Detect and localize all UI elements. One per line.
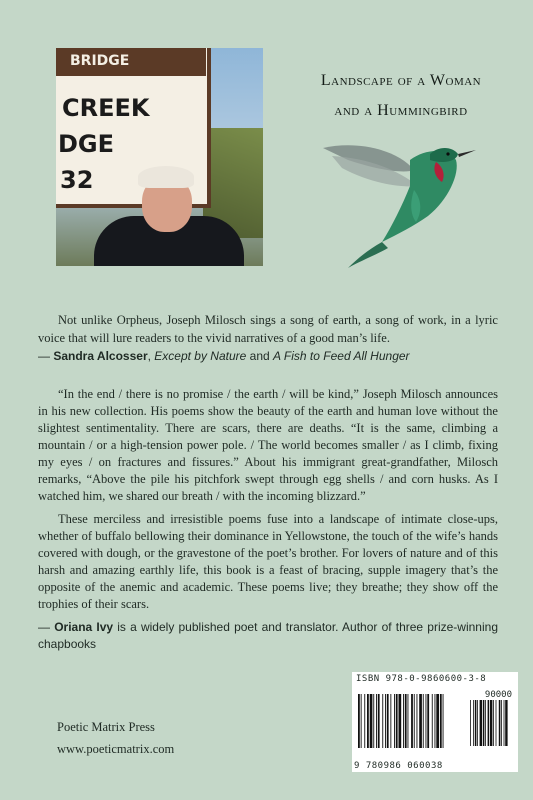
barcode-bar xyxy=(403,694,404,748)
price-bar xyxy=(493,700,494,746)
barcode-bar xyxy=(382,694,383,748)
author-cap xyxy=(138,166,194,188)
barcode-bar xyxy=(370,694,373,748)
price-bar xyxy=(501,700,502,746)
hummingbird-illustration xyxy=(318,130,478,270)
barcode-bar xyxy=(367,694,369,748)
endorsement-1-text: Not unlike Orpheus, Joseph Milosch sings a song of earth, a song of work, in a lyric voice that will lure readers to the vivid narratives of a good man’s life. xyxy=(38,313,498,345)
barcode-bar xyxy=(364,694,365,748)
barcode-bar xyxy=(414,694,415,748)
price-bar xyxy=(475,700,477,746)
barcode-bar xyxy=(396,694,398,748)
publisher-block xyxy=(57,716,174,760)
isbn-digits: 9 780986 060038 xyxy=(354,761,443,771)
attr-book-2: A Fish to Feed All Hunger xyxy=(273,349,410,363)
barcode-bar xyxy=(417,694,418,748)
attr2-name: Oriana Ivy xyxy=(54,620,114,634)
isbn-barcode xyxy=(352,672,518,772)
publisher-name: Poetic Matrix Press xyxy=(57,720,155,734)
barcode-bar xyxy=(436,694,439,748)
attr-name: Sandra Alcosser xyxy=(53,349,148,363)
price-bar xyxy=(490,700,492,746)
title-line-2: and a Hummingbird xyxy=(334,102,468,120)
barcode-bar xyxy=(426,694,427,748)
barcode-bar xyxy=(405,694,407,748)
attr-sep: , xyxy=(147,349,155,363)
sign-text-dge: DGE xyxy=(58,130,115,158)
price-bar xyxy=(473,700,474,746)
bird-eye xyxy=(446,152,449,155)
barcode-bar xyxy=(432,694,433,748)
price-bar xyxy=(499,700,501,746)
endorsement-1-attribution xyxy=(38,347,498,365)
author-photo xyxy=(56,48,263,266)
barcode-bar xyxy=(443,694,444,748)
barcode-bar xyxy=(376,694,377,748)
endorsement-1 xyxy=(38,311,498,365)
attr2-dash: — xyxy=(38,620,55,634)
attr-book-1: Except by Nature xyxy=(154,349,247,363)
sign-text-creek: CREEK xyxy=(62,94,150,122)
barcode-bar xyxy=(387,694,389,748)
barcode-bar xyxy=(435,694,436,748)
attr-and: and xyxy=(246,349,274,363)
barcode-bar xyxy=(423,694,424,748)
barcode-bar xyxy=(427,694,429,748)
isbn-label: ISBN 978-0-9860600-3-8 xyxy=(356,674,487,684)
barcode-bar xyxy=(440,694,442,748)
barcode-bar xyxy=(394,694,395,748)
barcode-bar xyxy=(399,694,402,748)
barcode-bars xyxy=(358,686,510,758)
barcode-bar xyxy=(373,694,374,748)
price-bar xyxy=(485,700,486,746)
barcode-bar xyxy=(390,694,391,748)
publisher-url: www.poeticmatrix.com xyxy=(57,742,175,756)
bird-tail xyxy=(348,242,388,268)
book-title xyxy=(284,66,518,127)
price-bar xyxy=(470,700,471,746)
endorsement-2-paragraph-1: “In the end / there is no promise / the earth / will be kind,” Joseph Milosch announces in his new collection. His poems show the beauty of the earth and human love without the slightest sentimentality. There are scars, there are deaths. “It is the same, climbing a mountain / or a high-tension power pole. / The world becomes smaller / as I climb, fixing my eyes / on fractures and fissures.” About his immigrant great-grandfather, Milosch remarks, “Above the pile his pitchfork swept through egg shells / and corn husks. As I watched him, we shared our breath / with the incoming blizzard.” xyxy=(38,387,498,503)
price-bar xyxy=(480,700,482,746)
price-bar xyxy=(504,700,505,746)
endorsement-2-attribution xyxy=(38,619,498,653)
endorsement-2-paragraph-2: These merciless and irresistible poems fuse into a landscape of intimate close-ups, whether of buffalo bellowing their dominance in Yellowstone, the touch of the wife’s hands covered with dough, or the gravestone of the poet’s brother. For lovers of nature and of this harsh and amazing earthly life, this book is a feast of bracing, supple imagery that’s the opposite of the anemic and academic. These poems live; they breathe; they show off the trophies of their scars. xyxy=(38,512,498,611)
sign-text-number: 32 xyxy=(60,166,94,194)
barcode-bar xyxy=(378,694,380,748)
price-bar xyxy=(505,700,507,746)
attr2-rest: is a widely published poet and translator. Author of three prize-winning chapbooks xyxy=(38,620,498,651)
endorsement-2 xyxy=(38,386,498,659)
price-bar xyxy=(488,700,490,746)
price-code: 90000 xyxy=(484,690,512,700)
barcode-bar xyxy=(358,694,360,748)
sign-text-bridge: BRIDGE xyxy=(70,53,130,69)
bird-beak xyxy=(458,150,476,157)
barcode-bar xyxy=(408,694,409,748)
title-line-1: Landscape of a Woman xyxy=(320,72,482,89)
barcode-bar xyxy=(419,694,422,748)
barcode-bar xyxy=(411,694,413,748)
barcode-bar xyxy=(361,694,362,748)
price-bar xyxy=(496,700,497,746)
attr-dash: — xyxy=(38,349,54,363)
price-bar xyxy=(477,700,478,746)
barcode-bar xyxy=(385,694,386,748)
price-bar xyxy=(483,700,485,746)
